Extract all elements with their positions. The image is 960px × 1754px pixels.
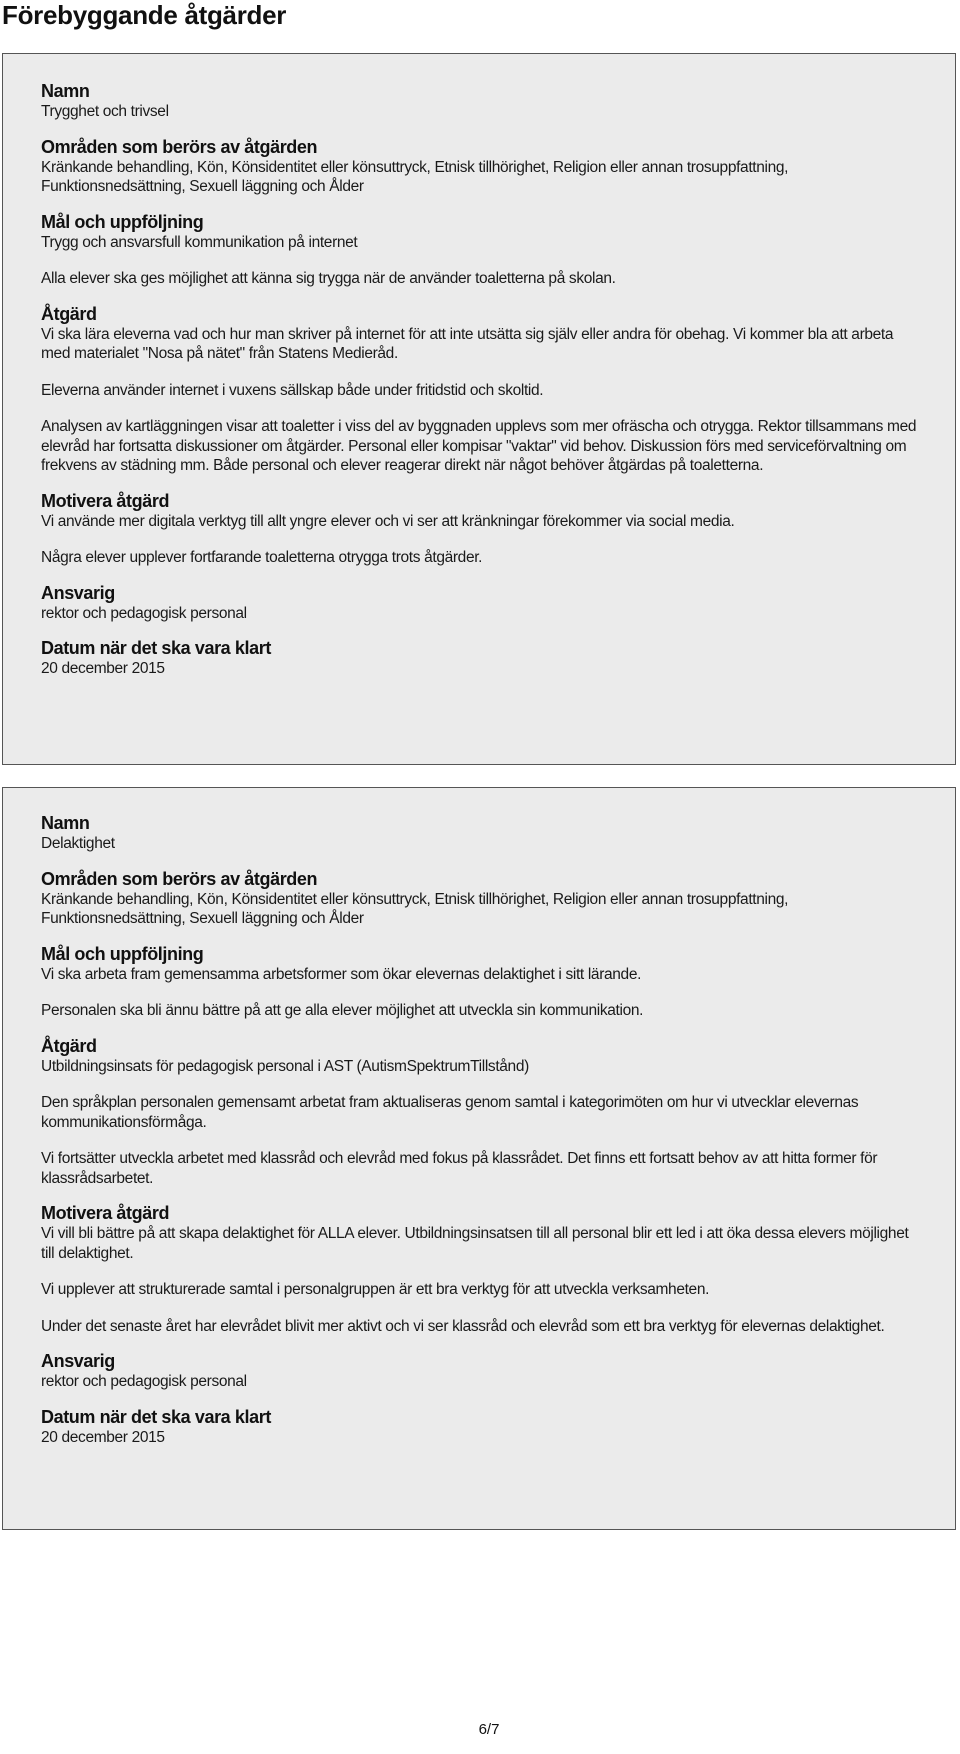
section-text: Kränkande behandling, Kön, Könsidentitet eller könsuttryck, Etnisk tillhörighet, Religion eller annan trosuppfattning, Funktionsnedsättning, Sexuell läggning och Ålder	[41, 158, 789, 195]
section	[41, 1035, 925, 1189]
section	[41, 812, 925, 854]
section	[41, 637, 925, 679]
measure-box-trygghet	[2, 53, 956, 765]
section-text: rektor och pedagogisk personal	[41, 1373, 247, 1390]
page-title: Förebyggande åtgärder	[2, 0, 287, 30]
section-heading: Åtgärd	[41, 303, 97, 324]
section-heading: Datum när det ska vara klart	[41, 1406, 271, 1427]
section	[41, 303, 925, 476]
section-text: Kränkande behandling, Kön, Könsidentitet eller könsuttryck, Etnisk tillhörighet, Religion eller annan trosuppfattning, Funktionsnedsättning, Sexuell läggning och Ålder	[41, 890, 789, 927]
section-heading: Ansvarig	[41, 1351, 115, 1371]
section-heading: Namn	[41, 81, 90, 101]
section-text: Delaktighet	[41, 835, 115, 852]
section-text: Vi upplever att strukturerade samtal i personalgruppen är ett bra verktyg för att utveckla verksamheten.	[41, 1281, 710, 1298]
section-text: Vi använde mer digitala verktyg till allt yngre elever och vi ser att kränkningar förekommer via social media.	[41, 512, 735, 530]
section	[41, 943, 925, 1021]
section-text: Vi vill bli bättre på att skapa delaktighet för ALLA elever. Utbildningsinsatsen till all personal blir ett led i att öka dessa elevers möjlighet till delaktighet.	[41, 1225, 909, 1262]
section-text: rektor och pedagogisk personal	[41, 604, 247, 622]
section-text: Under det senaste året har elevrådet blivit mer aktivt och vi ser klassråd och elevråd som ett bra verktyg för elevernas delaktighet.	[41, 1317, 885, 1335]
section	[41, 582, 925, 624]
section-text: 20 december 2015	[41, 660, 165, 677]
section-text: Personalen ska bli ännu bättre på att ge alla elever möjlighet att utveckla sin kommunikation.	[41, 1002, 644, 1019]
section-heading: Områden som berörs av åtgärden	[41, 136, 318, 157]
section-text: Alla elever ska ges möjlighet att känna sig trygga när de använder toaletterna på skolan.	[41, 270, 616, 287]
section	[41, 211, 925, 289]
section-text: Vi fortsätter utveckla arbetet med klassråd och elevråd med fokus på klassrådet. Det finns ett fortsatt behov av att hitta former för klassrådsarbetet.	[41, 1150, 878, 1187]
section-text: Analysen av kartläggningen visar att toaletter i viss del av byggnaden upplevs som mer ofräscha och otrygga. Rektor tillsammans med elevråd har fortsatta diskussioner om åtgärder. Personal eller kompisar "vaktar" vid behov. Diskussion förs med serviceförvaltning om frekvens av städning mm. Både personal och elever reagerar direkt när något behöver åtgärdas på toaletterna.	[41, 418, 917, 474]
section-heading: Motivera åtgärd	[41, 490, 170, 511]
section	[41, 1350, 925, 1392]
section-heading: Mål och uppföljning	[41, 211, 204, 232]
section	[41, 868, 925, 929]
section	[41, 80, 925, 122]
section-heading: Ansvarig	[41, 582, 115, 603]
section-heading: Datum när det ska vara klart	[41, 638, 271, 658]
section-heading: Motivera åtgärd	[41, 1203, 170, 1223]
section-heading: Mål och uppföljning	[41, 943, 204, 964]
section-text: Utbildningsinsats för pedagogisk personal i AST (AutismSpektrumTillstånd)	[41, 1057, 529, 1075]
section	[41, 490, 925, 568]
section-text: Trygg och ansvarsfull kommunikation på internet	[41, 233, 358, 251]
section-text: Vi ska lära eleverna vad och hur man skriver på internet för att inte utsätta sig själv eller andra för obehag. Vi kommer bla att arbeta med materialet "Nosa på nätet" från Statens Medieråd.	[41, 325, 894, 362]
section-heading: Åtgärd	[41, 1035, 97, 1056]
section-text: Eleverna använder internet i vuxens sällskap både under fritidstid och skoltid.	[41, 381, 544, 399]
section-text: Trygghet och trivsel	[41, 103, 169, 120]
section	[41, 1202, 925, 1336]
section-text: Några elever upplever fortfarande toaletterna otrygga trots åtgärder.	[41, 549, 483, 566]
section-text: 20 december 2015	[41, 1428, 165, 1446]
section-heading: Namn	[41, 813, 90, 833]
section-heading: Områden som berörs av åtgärden	[41, 868, 318, 889]
page-number: 6/7	[478, 1721, 500, 1738]
section-text: Den språkplan personalen gemensamt arbetat fram aktualiseras genom samtal i kategorimöten om hur vi utvecklar elevernas kommunikationsförmåga.	[41, 1094, 859, 1131]
section	[41, 136, 925, 197]
section-text: Vi ska arbeta fram gemensamma arbetsformer som ökar elevernas delaktighet i sitt lärande.	[41, 965, 642, 983]
measure-box-delaktighet	[2, 787, 956, 1530]
section	[41, 1406, 925, 1448]
